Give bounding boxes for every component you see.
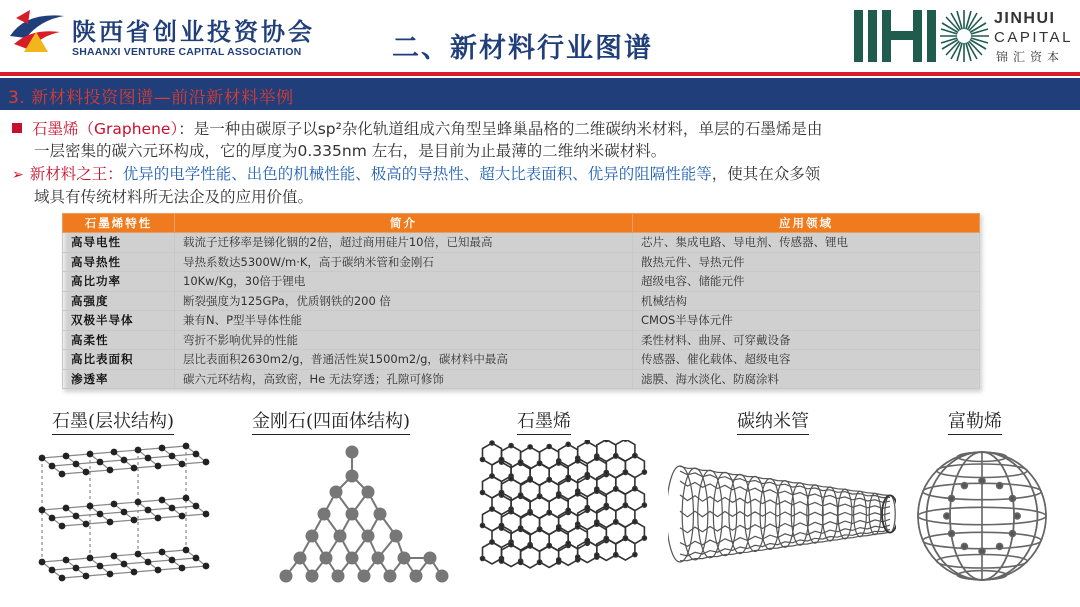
application-cell: 芯片、集成电路、导电剂、传感器、锂电 bbox=[633, 233, 980, 253]
property-cell: 高导热性 bbox=[63, 252, 175, 272]
intro-cell: 10Kw/Kg，30倍于锂电 bbox=[175, 272, 633, 292]
graphene-definition bbox=[12, 118, 1072, 162]
header-application: 应用领域 bbox=[633, 214, 980, 233]
caption-graphene: 石墨烯 bbox=[517, 407, 571, 435]
king-properties: 优异的电学性能、出色的机械性能、极高的导热性、超大比表面积、优异的阻隔性能等 bbox=[122, 165, 712, 183]
nanotube-structure-image bbox=[668, 440, 896, 590]
graphene-structure-image bbox=[478, 440, 668, 590]
header-intro: 简介 bbox=[175, 214, 633, 233]
caption-nanotube: 碳纳米管 bbox=[737, 407, 809, 435]
property-cell: 高比表面积 bbox=[63, 350, 175, 370]
caption-fullerene: 富勒烯 bbox=[948, 407, 1002, 435]
table-row bbox=[63, 252, 980, 272]
intro-cell: 碳六元环结构，高致密，He 无法穿透；孔隙可修饰 bbox=[175, 369, 633, 389]
org-name-cn: 陕西省创业投资协会 bbox=[72, 17, 315, 46]
king-tail: ，使其在众多领 bbox=[711, 165, 821, 183]
definition-line-2: 一层密集的碳六元环构成，它的厚度为0.335nm 左右，是目前为止最薄的二维纳米碳材料。 bbox=[34, 142, 667, 160]
intro-cell: 断裂强度为125GPa，优质钢铁的200 倍 bbox=[175, 291, 633, 311]
intro-cell: 层比表面积2630m2/g，普通活性炭1500m2/g，碳材料中最高 bbox=[175, 350, 633, 370]
page-title: 二、新材料行业图谱 bbox=[392, 33, 653, 64]
header-divider bbox=[0, 72, 1080, 76]
intro-cell: 兼有N、P型半导体性能 bbox=[175, 311, 633, 331]
definition-line-1: ：是一种由碳原子以sp²杂化轨道组成六角型呈蜂巢晶格的二维碳纳米材料，单层的石墨烯是由 bbox=[178, 120, 823, 138]
fullerene-structure-image bbox=[902, 440, 1062, 590]
caption-diamond: 金刚石(四面体结构) bbox=[252, 407, 410, 435]
table-row bbox=[63, 350, 980, 370]
application-cell: 柔性材料、曲屏、可穿戴设备 bbox=[633, 330, 980, 350]
table-row bbox=[63, 369, 980, 389]
property-cell: 双极半导体 bbox=[63, 311, 175, 331]
application-cell: 滤膜、海水淡化、防腐涂料 bbox=[633, 369, 980, 389]
association-logo bbox=[6, 6, 315, 64]
table-row bbox=[63, 233, 980, 253]
property-cell: 高导电性 bbox=[63, 233, 175, 253]
property-cell: 渗透率 bbox=[63, 369, 175, 389]
table-row bbox=[63, 291, 980, 311]
graphite-structure-image bbox=[22, 440, 222, 588]
brand-name-cn: 锦汇资本 bbox=[996, 50, 1065, 64]
intro-cell: 导热系数达5300W/m·K，高于碳纳米管和金刚石 bbox=[175, 252, 633, 272]
table-header-row bbox=[63, 214, 980, 233]
property-cell: 高柔性 bbox=[63, 330, 175, 350]
brand-name-en-2: CAPITAL bbox=[994, 29, 1073, 46]
king-line-2: 域具有传统材料所无法企及的应用价值。 bbox=[34, 188, 314, 206]
table-row bbox=[63, 330, 980, 350]
jinhui-logo bbox=[852, 6, 1074, 66]
king-label: 新材料之王： bbox=[29, 165, 123, 183]
application-cell: 散热元件、导热元件 bbox=[633, 252, 980, 272]
association-emblem-icon bbox=[6, 6, 68, 62]
header-property: 石墨烯特性 bbox=[63, 214, 175, 233]
king-of-materials bbox=[12, 163, 1072, 208]
property-cell: 高强度 bbox=[63, 291, 175, 311]
application-cell: 机械结构 bbox=[633, 291, 980, 311]
application-cell: 传感器、催化载体、超级电容 bbox=[633, 350, 980, 370]
table-row bbox=[63, 311, 980, 331]
arrow-bullet-icon: ➢ bbox=[12, 167, 24, 183]
diamond-structure-image bbox=[272, 440, 462, 590]
section-bar bbox=[0, 78, 1080, 110]
intro-cell: 载流子迁移率是锑化铟的2倍，超过商用硅片10倍，已知最高 bbox=[175, 233, 633, 253]
table-row bbox=[63, 272, 980, 292]
org-name-en: SHAANXI VENTURE CAPITAL ASSOCIATION bbox=[72, 46, 302, 58]
intro-cell: 弯折不影响优异的性能 bbox=[175, 330, 633, 350]
application-cell: 超级电容、储能元件 bbox=[633, 272, 980, 292]
property-cell: 高比功率 bbox=[63, 272, 175, 292]
section-title: 3. 新材料投资图谱—前沿新材料举例 bbox=[8, 88, 294, 108]
caption-graphite: 石墨(层状结构) bbox=[52, 407, 174, 435]
graphene-term: 石墨烯（Graphene） bbox=[32, 120, 179, 138]
square-bullet-icon bbox=[12, 123, 22, 133]
brand-name-en-1: JINHUI bbox=[994, 10, 1056, 27]
graphene-properties-table bbox=[62, 213, 980, 389]
application-cell: CMOS半导体元件 bbox=[633, 311, 980, 331]
jinhui-emblem-icon bbox=[852, 8, 990, 64]
